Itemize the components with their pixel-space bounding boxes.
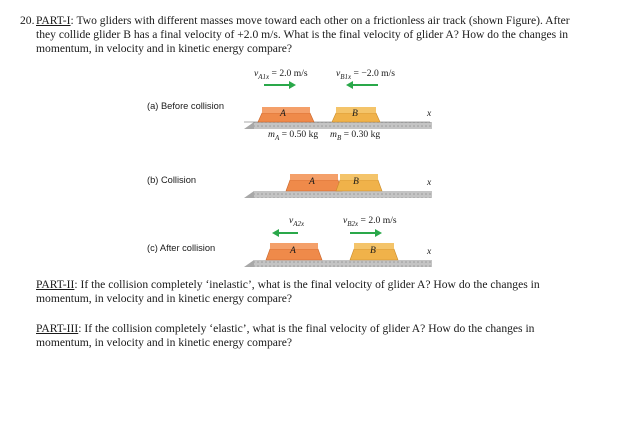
velocity-arrowhead-a1 [289, 81, 296, 89]
glider-b-top [340, 174, 378, 180]
part2-text: : If the collision completely ‘inelastic’, what is the final velocity of glider A? How do the changes in momentum, in velocity and in kinetic energy compare? [36, 278, 540, 306]
velocity-b1-label: $v_{B1x} = -2.0$ m/s [336, 68, 396, 81]
velocity-arrowhead-b2 [375, 229, 382, 237]
glider-b-letter: B [353, 176, 359, 187]
glider-a-top [262, 107, 310, 113]
velocity-arrowhead-a2 [272, 229, 279, 237]
velocity-b2-label: $v_{B2x} = 2.0$ m/s [343, 215, 397, 228]
axis-label-x: x [427, 177, 432, 188]
glider-a-letter: A [290, 245, 296, 256]
velocity-arrowhead-b1 [346, 81, 353, 89]
stage-c-label: (c) After collision [147, 243, 216, 253]
part1-heading: PART-I [36, 14, 71, 27]
track-end-left [244, 191, 254, 198]
glider-b-letter: B [370, 245, 376, 256]
track-end-left [244, 260, 254, 267]
velocity-a2-label: $v_{A2x}$ [289, 215, 305, 228]
glider-a-letter: A [309, 176, 315, 187]
velocity-a1-label: $v_{A1x} = 2.0$ m/s [254, 68, 308, 81]
air-track [254, 191, 432, 198]
track-end-left [244, 122, 254, 129]
axis-label-x: x [427, 246, 432, 257]
stage-b-label: (b) Collision [147, 175, 197, 185]
mass-b-label: $m_B = 0.30$ kg [330, 129, 381, 142]
stage-b-figure [244, 174, 432, 198]
part3-text: : If the collision completely ‘elastic’, what is the final velocity of glider A? How do the changes in momentum, in velocity and in kinetic energy compare? [36, 322, 535, 350]
glider-b [336, 180, 382, 191]
stage-a-label: (a) Before collision [147, 101, 224, 111]
stage-c-figure [244, 229, 432, 267]
glider-a-letter: A [280, 108, 286, 119]
question-number: 20. [20, 14, 35, 27]
part1-text: : Two gliders with different masses move toward each other on a frictionless air track (shown Figure). After they collide glider B has a final velocity of +2.0 m/s. What is the final velocity of glider A? How do the changes in momentum, in velocity and in kinetic energy compare? [36, 14, 570, 56]
mass-a-label: $m_A = 0.50$ kg [268, 129, 319, 142]
air-track [254, 260, 432, 267]
glider-b-letter: B [352, 108, 358, 119]
part3-heading: PART-III [36, 322, 79, 335]
part2-heading: PART-II [36, 278, 75, 291]
stage-a-figure [244, 81, 432, 129]
axis-label-x: x [427, 108, 432, 119]
air-track [254, 122, 432, 129]
glider-a [258, 113, 314, 122]
